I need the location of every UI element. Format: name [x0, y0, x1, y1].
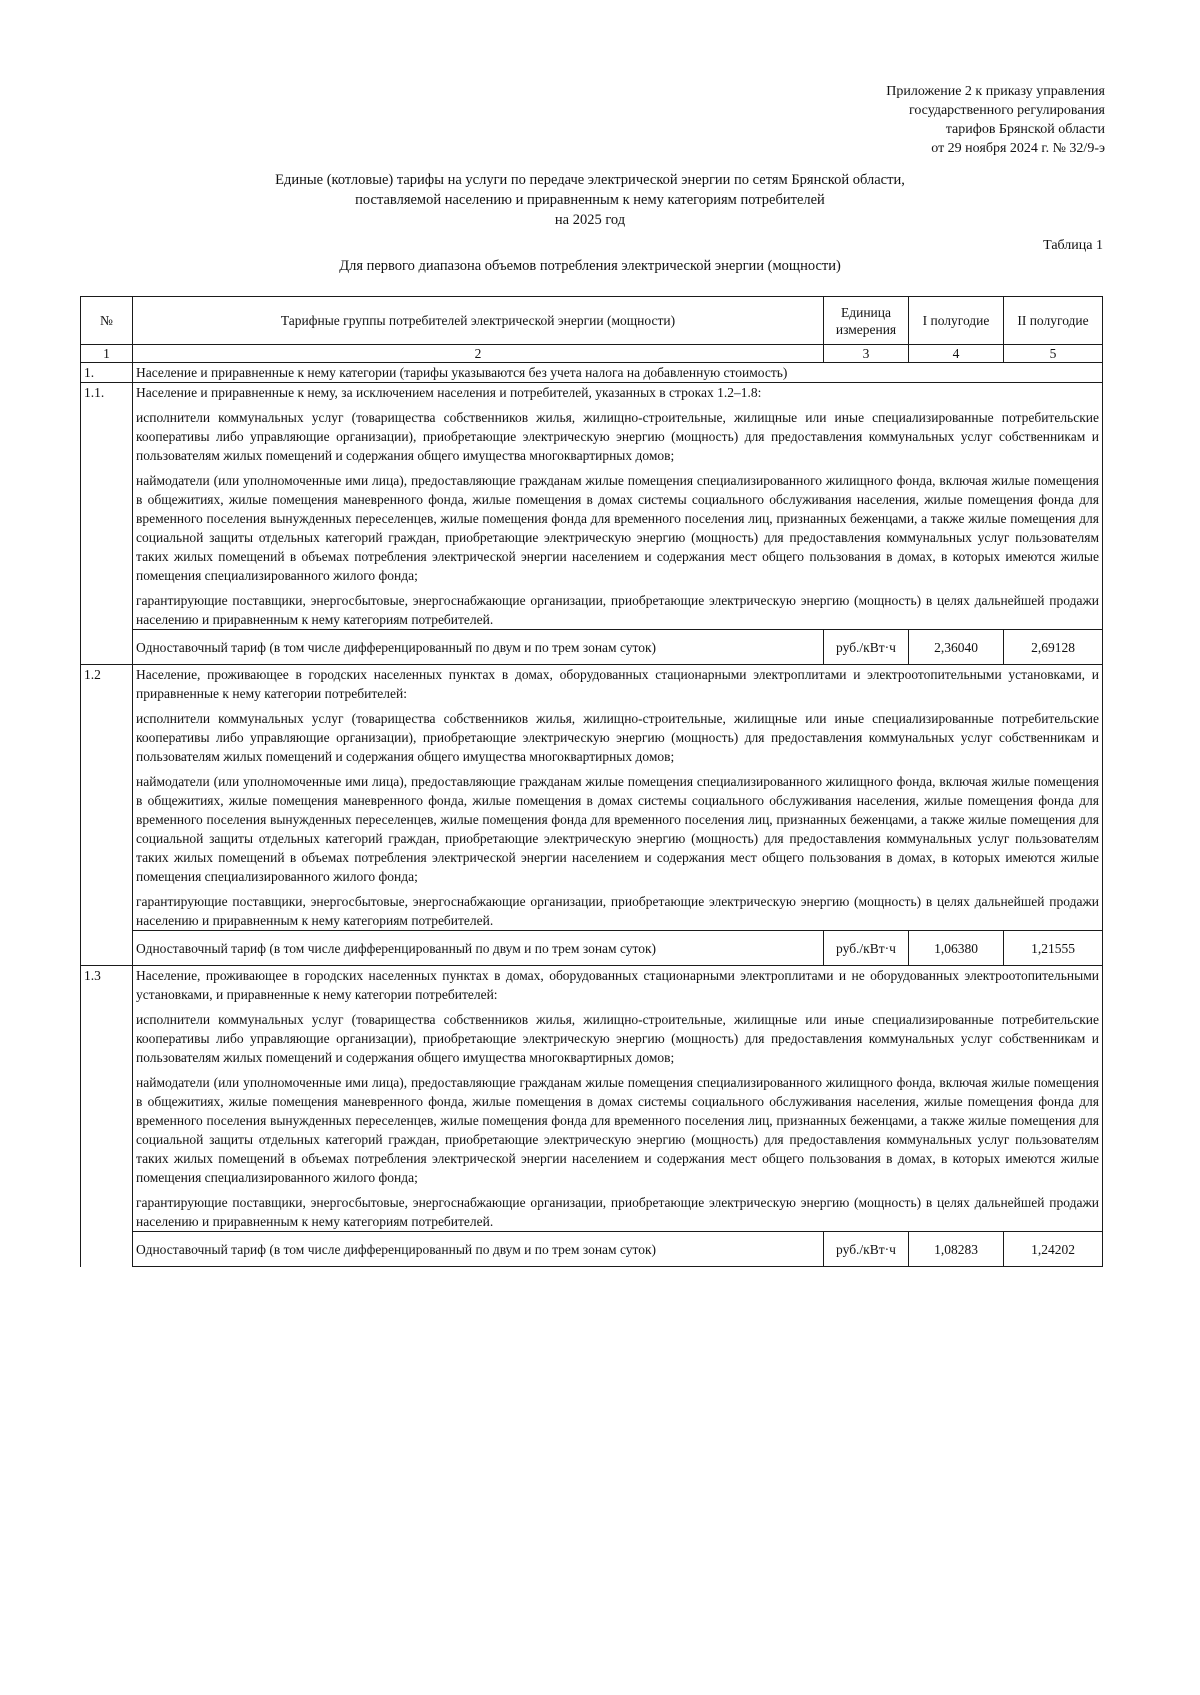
column-number: 3 [824, 345, 909, 363]
section-text: Население и приравненные к нему категории (тарифы указываются без учета налога на добавленную стоимость) [133, 363, 1103, 383]
tariff-h2: 1,24202 [1004, 1232, 1103, 1267]
table-header-row [81, 297, 1103, 345]
tariff-row [81, 1232, 1103, 1267]
row-paragraph: наймодатели (или уполномоченные ими лица), предоставляющие гражданам жилые помещения специализированного жилищного фонда, включая жилые помещения в общежитиях, жилые помещения маневренного фонда, жилые помещения в домах системы социального обслуживания населения, жилые помещения фонда для временного поселения вынужденных переселенцев, жилые помещения фонда для временного поселения лиц, признанных беженцами, а также жилые помещения для социальной защиты отдельных категорий граждан, приобретающие электрическую энергию (мощность) для предоставления коммунальных услуг пользователям таких жилых помещений в объемах потребления электрической энергии населением и содержания мест общего пользования в домах, в которых имеются жилые помещения специализированного жилого фонда; [136, 473, 1099, 583]
document-title [190, 170, 990, 230]
header-h1: I полугодие [909, 297, 1004, 345]
row-description [133, 665, 1103, 931]
column-number: 4 [909, 345, 1004, 363]
column-number: 5 [1004, 345, 1103, 363]
column-number: 1 [81, 345, 133, 363]
appendix-line: тарифов Брянской области [945, 122, 1105, 137]
appendix-line: Приложение 2 к приказу управления [886, 84, 1105, 99]
section-row [81, 363, 1103, 383]
tariff-table [80, 296, 1103, 1267]
row-paragraph: исполнители коммунальных услуг (товарищества собственников жилья, жилищно-строительные, жилищные или иные специализированные потребительские кооперативы либо управляющие организации), приобретающие электрическую энергию (мощность) для предоставления коммунальных услуг собственникам и пользователям жилых помещений и содержания общего имущества многоквартирных домов; [136, 410, 1099, 463]
tariff-unit: руб./кВт·ч [824, 630, 909, 665]
row-paragraph: наймодатели (или уполномоченные ими лица), предоставляющие гражданам жилые помещения специализированного жилищного фонда, включая жилые помещения в общежитиях, жилые помещения маневренного фонда, жилые помещения в домах системы социального обслуживания населения, жилые помещения фонда для временного поселения вынужденных переселенцев, жилые помещения фонда для временного поселения лиц, признанных беженцами, а также жилые помещения для социальной защиты отдельных категорий граждан, приобретающие электрическую энергию (мощность) для предоставления коммунальных услуг пользователям таких жилых помещений в объемах потребления электрической энергии населением и содержания мест общего пользования в домах, в которых имеются жилые помещения специализированного жилого фонда; [136, 1075, 1099, 1185]
header-group: Тарифные группы потребителей электрической энергии (мощности) [133, 297, 824, 345]
table-subtitle: Для первого диапазона объемов потребления электрической энергии (мощности) [339, 258, 841, 274]
row-description [133, 966, 1103, 1232]
tariff-unit: руб./кВт·ч [824, 931, 909, 966]
title-line: на 2025 год [554, 212, 626, 228]
tariff-h1: 1,08283 [909, 1232, 1004, 1267]
row-paragraph: наймодатели (или уполномоченные ими лица), предоставляющие гражданам жилые помещения специализированного жилищного фонда, включая жилые помещения в общежитиях, жилые помещения маневренного фонда, жилые помещения в домах системы социального обслуживания населения, жилые помещения фонда для временного поселения вынужденных переселенцев, жилые помещения фонда для временного поселения лиц, признанных беженцами, а также жилые помещения для социальной защиты отдельных категорий граждан, приобретающие электрическую энергию (мощность) для предоставления коммунальных услуг пользователям таких жилых помещений в объемах потребления электрической энергии населением и содержания мест общего пользования в домах, в которых имеются жилые помещения специализированного жилого фонда; [136, 774, 1099, 884]
section-num: 1. [81, 363, 133, 383]
title-line: Единые (котловые) тарифы на услуги по передаче электрической энергии по сетям Брянской области, [275, 172, 905, 188]
appendix-line: от 29 ноября 2024 г. № 32/9-э [931, 141, 1105, 156]
row-lead: Население и приравненные к нему, за исключением населения и потребителей, указанных в строках 1.2–1.8: [136, 385, 762, 400]
row-paragraph: гарантирующие поставщики, энергосбытовые, энергоснабжающие организации, приобретающие электрическую энергию (мощность) в целях дальнейшей продажи населению и приравненным к нему категориям потребителей. [136, 1195, 1099, 1229]
tariff-label: Одноставочный тариф (в том числе дифференцированный по двум и по трем зонам суток) [133, 931, 824, 966]
tariff-h2: 2,69128 [1004, 630, 1103, 665]
row-paragraph: гарантирующие поставщики, энергосбытовые, энергоснабжающие организации, приобретающие электрическую энергию (мощность) в целях дальнейшей продажи населению и приравненным к нему категориям потребителей. [136, 894, 1099, 928]
tariff-label: Одноставочный тариф (в том числе дифференцированный по двум и по трем зонам суток) [133, 630, 824, 665]
table-row [81, 665, 1103, 931]
header-unit: Единица измерения [824, 297, 909, 345]
column-number: 2 [133, 345, 824, 363]
tariff-unit: руб./кВт·ч [824, 1232, 909, 1267]
tariff-h2: 1,21555 [1004, 931, 1103, 966]
row-description [133, 383, 1103, 630]
row-paragraph: исполнители коммунальных услуг (товарищества собственников жилья, жилищно-строительные, жилищные или иные специализированные потребительские кооперативы либо управляющие организации), приобретающие электрическую энергию (мощность) для предоставления коммунальных услуг собственникам и пользователям жилых помещений и содержания общего имущества многоквартирных домов; [136, 1012, 1099, 1065]
header-h2: II полугодие [1004, 297, 1103, 345]
appendix-line: государственного регулирования [908, 103, 1105, 118]
tariff-row [81, 931, 1103, 966]
table-row [81, 966, 1103, 1232]
row-paragraph: исполнители коммунальных услуг (товарищества собственников жилья, жилищно-строительные, жилищные или иные специализированные потребительские кооперативы либо управляющие организации), приобретающие электрическую энергию (мощность) для предоставления коммунальных услуг собственникам и пользователям жилых помещений и содержания общего имущества многоквартирных домов; [136, 711, 1099, 764]
table-row [81, 383, 1103, 630]
tariff-row [81, 630, 1103, 665]
column-numbers-row [81, 345, 1103, 363]
tariff-h1: 2,36040 [909, 630, 1004, 665]
title-line: поставляемой населению и приравненным к нему категориям потребителей [355, 192, 825, 208]
appendix-note [775, 82, 1105, 158]
tariff-label: Одноставочный тариф (в том числе дифференцированный по двум и по трем зонам суток) [133, 1232, 824, 1267]
row-num: 1.3 [81, 966, 133, 1267]
header-num: № [81, 297, 133, 345]
row-paragraph: гарантирующие поставщики, энергосбытовые, энергоснабжающие организации, приобретающие электрическую энергию (мощность) в целях дальнейшей продажи населению и приравненным к нему категориям потребителей. [136, 593, 1099, 627]
table-label: Таблица 1 [1043, 238, 1103, 253]
tariff-h1: 1,06380 [909, 931, 1004, 966]
row-num: 1.1. [81, 383, 133, 665]
row-lead: Население, проживающее в городских населенных пунктах в домах, оборудованных стационарными электроплитами и электроотопительными установками, и приравненные к нему категории потребителей: [136, 667, 1099, 701]
row-num: 1.2 [81, 665, 133, 966]
row-lead: Население, проживающее в городских населенных пунктах в домах, оборудованных стационарными электроплитами и не оборудованных электроотопительными установками, и приравненные к нему категории потребителей: [136, 968, 1099, 1002]
